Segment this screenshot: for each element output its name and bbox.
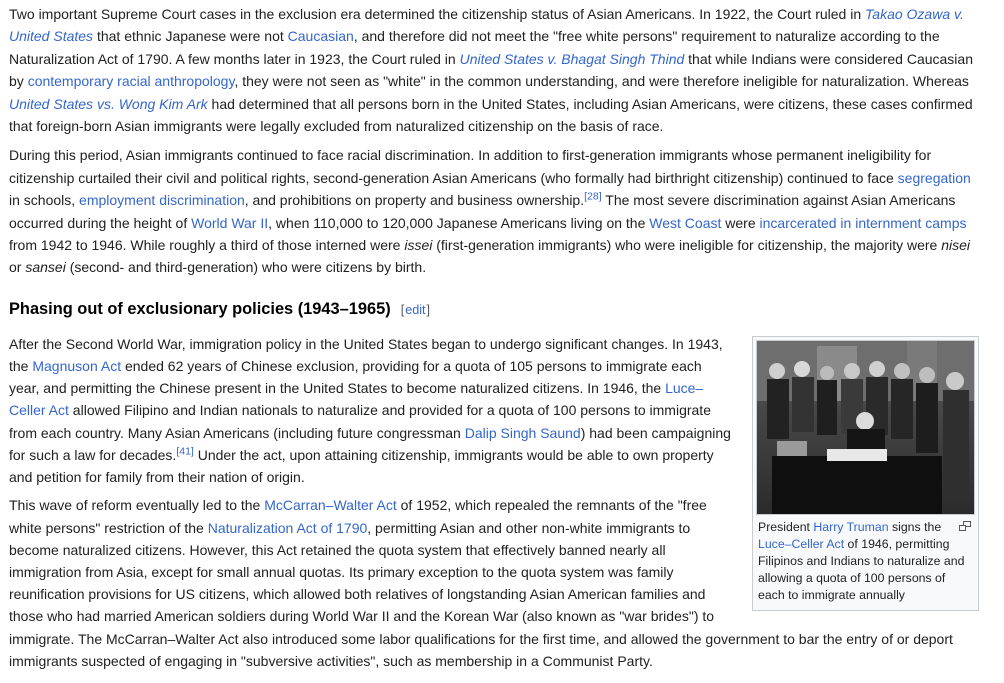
text: During this period, Asian immigrants continued to face racial discrimination. In addition to first-generation immigrants whose permanent ineligibility for citizenship curtailed their civil and political rights, second-generation Asian Americans (who formally had birthright citizenship) continued to face [9,147,932,186]
edit-link[interactable]: edit [405,302,426,317]
text: This wave of reform eventually led to the [9,497,265,514]
text: ) had been campaigning for such a law for decades. [9,424,731,463]
link-dalip-singh-saund[interactable]: Dalip Singh Saund [464,424,581,441]
figure-thumbnail [752,336,979,611]
text: from 1942 to 1946. While roughly a third of those interned were [9,237,405,254]
text: The most severe discrimination against Asian Americans occurred during the height of [9,192,956,231]
link-mccarran-walter-act[interactable]: McCarran–Walter Act [264,497,397,514]
text: allowed Filipino and Indian nationals to naturalize and provided for a quota of 100 persons to immigrate from each country. Many Asian Americans (including future congressman [9,402,711,441]
text: in schools, [9,192,80,209]
text: of 1946, permitting Filipinos and Indians to naturalize and allowing a quota of 100 persons of each to immigrate annually [758,536,965,602]
figure-caption [756,515,975,607]
text: that ethnic Japanese were not [93,28,288,45]
link-naturalization-act-1790[interactable]: Naturalization Act of 1790 [207,519,368,536]
link-takao-ozawa[interactable]: Takao Ozawa v. United States [9,6,964,45]
link-internment-camps[interactable]: incarcerated in internment camps [759,214,967,231]
text: (first-generation immigrants) who were ineligible for citizenship, the majority were [432,237,942,254]
citation-41[interactable]: [41] [176,445,194,458]
link-bhagat-singh-thind[interactable]: United States v. Bhagat Singh Thind [459,50,685,67]
text: were [721,214,760,231]
text: ended 62 years of Chinese exclusion, providing for a quota of 105 persons to immigrate each year, and permitting the Chinese present in the United States to become naturalized citizens. In 1946, the [9,358,702,397]
text: Under the act, upon attaining citizenship, immigrants would be able to own property and petition for family from their nation of origin. [9,446,714,486]
link-world-war-ii[interactable]: World War II [191,214,269,231]
section-heading [9,297,974,322]
paragraph-supreme-court [9,3,974,137]
text: had determined that all persons born in the United States, including Asian Americans, were citizens, these cases confirmed that foreign-born Asian immigrants were legally excluded from naturalized citizenship on the basis of race. [9,95,973,135]
link-harry-truman[interactable]: Harry Truman [813,519,889,534]
text: After the Second World War, immigration policy in the United States began to undergo significant changes. In 1943, the [9,335,723,375]
text: , and prohibitions on property and business ownership. [244,192,585,209]
text: , they were not seen as "white" in the common understanding, and were therefore ineligible for naturalization. Whereas [234,73,969,90]
link-west-coast[interactable]: West Coast [649,214,722,231]
link-segregation[interactable]: segregation [897,169,971,186]
text: , permitting Asian and other non-white immigrants to become naturalized citizens. However, this Act retained the quota system that effectively banned nearly all immigration from Asia, except for small annual quotas. Its primary exception to the quota system was family reunification provisions for US citizens, which allowed both relatives of longstanding Asian American families and those who had married American soldiers during World War II and the Korean War (also known as "war brides") to immigrate. The McCarran–Walter Act also introduced some labor qualifications for the first time, and allowed the government to bar the entry of or deport immigrants suspected of engaging in "subversive activities", such as membership in a Communist Party. [9,519,953,669]
link-luce-celler-act[interactable]: Luce–Celler Act [9,380,704,419]
paragraph-discrimination [9,144,974,278]
text: or [9,259,26,276]
edit-section: [edit] [400,302,430,317]
text: , and therefore did not meet the "free white persons" requirement to naturalize according to the Naturalization Act of 1790. A few months later in 1923, the Court ruled in [9,28,940,67]
link-caucasian[interactable]: Caucasian [287,28,354,45]
link-magnuson-act[interactable]: Magnuson Act [32,358,122,375]
text: , when 110,000 to 120,000 Japanese Americans living on the [268,214,650,231]
text: of 1952, which repealed the remnants of the "free white persons" restriction of the [9,497,707,536]
text: that while Indians were considered Caucasian by [9,50,973,90]
term-sansei: sansei [25,259,66,276]
term-nisei: nisei [941,237,971,254]
citation-28[interactable]: [28] [584,190,602,203]
section-title: Phasing out of exclusionary policies (1943–1965) [9,299,391,318]
truman-signing-photo[interactable] [756,340,975,515]
text: President [758,519,814,534]
section-body [9,333,974,672]
text: Two important Supreme Court cases in the exclusion era determined the citizenship status of Asian Americans. In 1922, the Court ruled in [9,6,866,22]
link-racial-anthropology[interactable]: contemporary racial anthropology [27,73,235,90]
link-wong-kim-ark[interactable]: United States vs. Wong Kim Ark [9,95,208,112]
text: (second- and third-generation) who were citizens by birth. [65,259,427,276]
enlarge-icon[interactable] [959,519,971,529]
article-content [9,3,974,672]
link-employment-discrimination[interactable]: employment discrimination [79,192,245,209]
text: signs the [888,519,942,534]
term-issei: issei [404,237,433,254]
link-luce-celler-act-caption[interactable]: Luce–Celler Act [758,536,845,551]
